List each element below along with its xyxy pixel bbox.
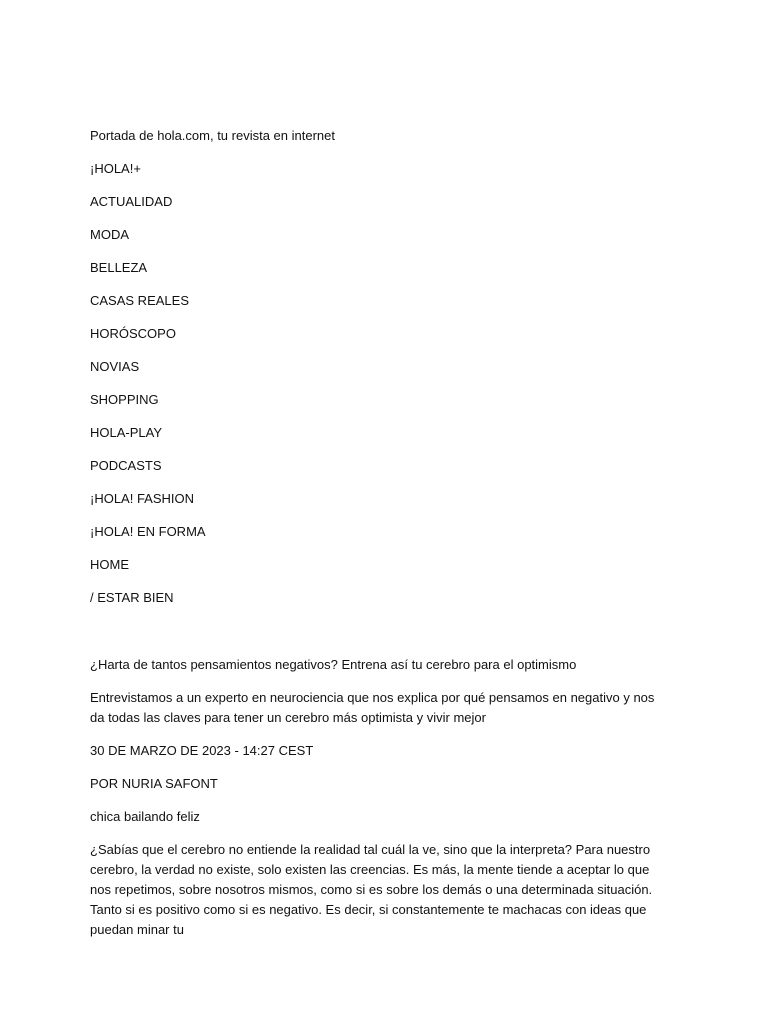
article-subtitle: Entrevistamos a un experto en neurociencia que nos explica por qué pensamos en negativo y nos da todas las claves para tener un cerebro más optimista y vivir mejor (90, 690, 655, 725)
article-author[interactable]: POR NURIA SAFONT (90, 776, 218, 791)
nav-item-horoscopo[interactable]: HORÓSCOPO (90, 326, 176, 341)
spacer (90, 621, 690, 655)
breadcrumb-section[interactable]: / ESTAR BIEN (90, 590, 174, 605)
nav-item-hola-fashion[interactable]: ¡HOLA! FASHION (90, 491, 195, 506)
nav-item-actualidad[interactable]: ACTUALIDAD (90, 194, 173, 209)
nav-item-podcasts[interactable]: PODCASTS (90, 458, 162, 473)
nav-item-hola-en-forma[interactable]: ¡HOLA! EN FORMA (90, 524, 206, 539)
nav-item-home[interactable]: HOME (90, 557, 129, 572)
nav-item-shopping[interactable]: SHOPPING (90, 392, 159, 407)
document-page (90, 126, 690, 940)
nav-item-hola-play[interactable]: HOLA-PLAY (90, 425, 163, 440)
nav-item-moda[interactable]: MODA (90, 227, 129, 242)
article-body: ¿Sabías que el cerebro no entiende la realidad tal cuál la ve, sino que la interpreta? Para nuestro cerebro, la verdad no existe, solo existen las creencias. Es más, la mente tiende a aceptar lo que nos repetimos, sobre nosotros mismos, como si es sobre los demás o una determinada situación. Tanto si es positivo como si es negativo. Es decir, si constantemente te machacas con ideas que puedan minar tu (90, 842, 653, 937)
nav-item-belleza[interactable]: BELLEZA (90, 260, 148, 275)
image-caption: chica bailando feliz (90, 809, 200, 824)
nav-item-hola-plus[interactable]: ¡HOLA!+ (90, 161, 141, 176)
article-date: 30 DE MARZO DE 2023 - 14:27 CEST (90, 743, 314, 758)
site-title-link[interactable]: Portada de hola.com, tu revista en internet (90, 128, 335, 143)
nav-item-casas-reales[interactable]: CASAS REALES (90, 293, 189, 308)
article-title: ¿Harta de tantos pensamientos negativos? Entrena así tu cerebro para el optimismo (90, 657, 577, 672)
nav-item-novias[interactable]: NOVIAS (90, 359, 140, 374)
